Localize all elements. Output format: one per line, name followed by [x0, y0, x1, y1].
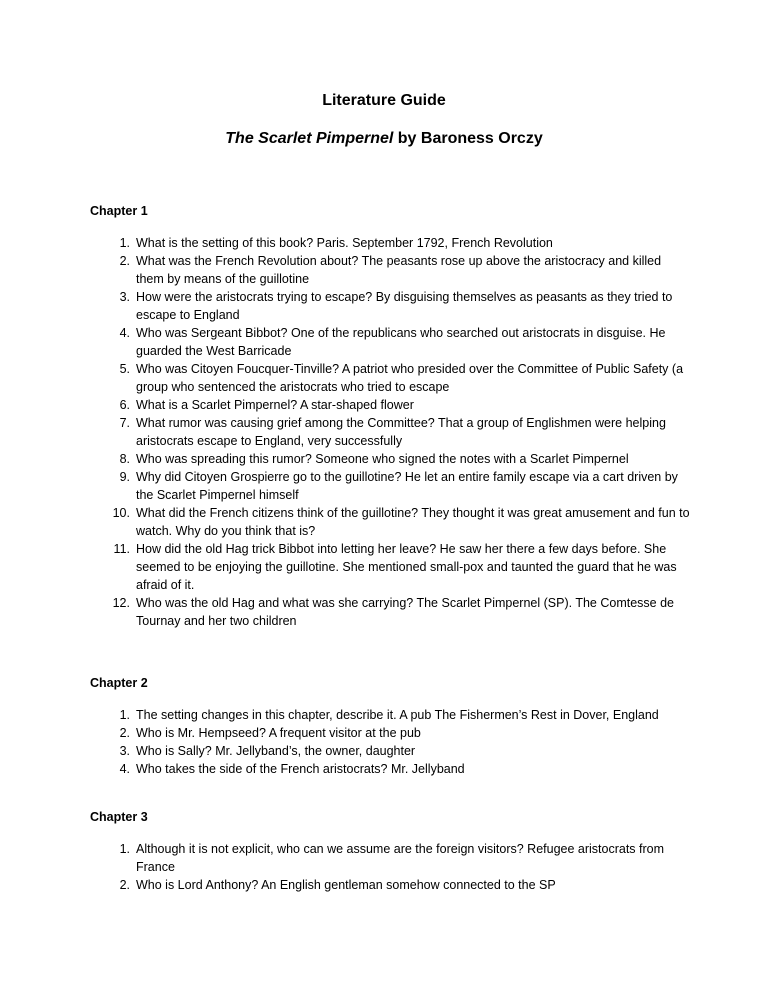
question-number: 1.: [119, 236, 130, 250]
question-number: 2.: [119, 254, 130, 268]
question-number: 4.: [119, 326, 130, 340]
document-title: Literature Guide: [322, 92, 446, 109]
question-item: [90, 594, 690, 630]
question-number: 10.: [112, 506, 130, 520]
question-item: [90, 396, 690, 414]
question-item: [90, 876, 690, 894]
question-text: What did the French citizens think of the guillotine? They thought it was great amusement and fun to watch. Why do you think that is?: [136, 506, 690, 538]
question-item: [90, 540, 690, 594]
question-text: Who was spreading this rumor? Someone who signed the notes with a Scarlet Pimpernel: [136, 452, 629, 466]
question-item: [90, 360, 690, 396]
chapter-1-questions: [90, 234, 690, 630]
question-number: 7.: [119, 416, 130, 430]
question-text: How did the old Hag trick Bibbot into letting her leave? He saw her there a few days before. She seemed to be enjoying the guillotine. She mentioned small-pox and taunted the guard that he was afraid of it.: [136, 542, 677, 592]
question-text: Although it is not explicit, who can we assume are the foreign visitors? Refugee aristocrats from France: [136, 842, 665, 874]
question-number: 5.: [119, 362, 130, 376]
question-text: Who was Sergeant Bibbot? One of the republicans who searched out aristocrats in disguise. He guarded the West Barricade: [136, 326, 666, 358]
chapter-3-heading: Chapter 3: [90, 810, 148, 824]
chapter-1-heading: Chapter 1: [90, 204, 148, 218]
chapter-2-questions: [90, 706, 690, 778]
question-number: 2.: [119, 726, 130, 740]
question-text: How were the aristocrats trying to escape? By disguising themselves as peasants as they tried to escape to England: [136, 290, 673, 322]
question-number: 3.: [119, 290, 130, 304]
document-subtitle: [0, 130, 768, 148]
question-item: [90, 840, 690, 876]
question-text: Who was the old Hag and what was she carrying? The Scarlet Pimpernel (SP). The Comtesse de Tournay and her two children: [136, 596, 674, 628]
question-number: 1.: [119, 842, 130, 856]
question-item: [90, 324, 690, 360]
question-item: [90, 450, 690, 468]
question-text: The setting changes in this chapter, describe it. A pub The Fishermen’s Rest in Dover, England: [136, 708, 659, 722]
question-item: [90, 288, 690, 324]
chapter-2-heading: Chapter 2: [90, 676, 148, 690]
question-item: [90, 234, 690, 252]
question-number: 11.: [113, 542, 130, 556]
question-text: Who is Mr. Hempseed? A frequent visitor at the pub: [136, 726, 421, 740]
question-number: 8.: [119, 452, 130, 466]
question-text: Who is Lord Anthony? An English gentleman somehow connected to the SP: [136, 878, 556, 892]
question-item: [90, 724, 690, 742]
question-text: Who takes the side of the French aristocrats? Mr. Jellyband: [136, 762, 465, 776]
book-author: by Baroness Orczy: [393, 130, 543, 147]
question-number: 12.: [112, 596, 130, 610]
question-text: Who is Sally? Mr. Jellyband’s, the owner, daughter: [136, 744, 416, 758]
question-number: 2.: [119, 878, 130, 892]
question-number: 6.: [119, 398, 130, 412]
question-text: What is the setting of this book? Paris. September 1792, French Revolution: [136, 236, 553, 250]
question-item: [90, 742, 690, 760]
question-item: [90, 252, 690, 288]
question-text: Why did Citoyen Grospierre go to the guillotine? He let an entire family escape via a cart driven by the Scarlet Pimpernel himself: [136, 470, 678, 502]
question-item: [90, 706, 690, 724]
question-text: What was the French Revolution about? The peasants rose up above the aristocracy and killed them by means of the guillotine: [136, 254, 662, 286]
question-number: 9.: [119, 470, 130, 484]
question-number: 1.: [119, 708, 130, 722]
book-title: The Scarlet Pimpernel: [225, 130, 394, 147]
chapter-3-questions: [90, 840, 690, 894]
question-item: [90, 760, 690, 778]
question-number: 4.: [119, 762, 130, 776]
question-item: [90, 504, 690, 540]
question-number: 3.: [119, 744, 130, 758]
question-text: Who was Citoyen Foucquer-Tinville? A patriot who presided over the Committee of Public Safety (a group who sentenced the aristocrats who tried to escape: [136, 362, 684, 394]
question-text: What rumor was causing grief among the Committee? That a group of Englishmen were helping aristocrats escape to England, very successfully: [136, 416, 666, 448]
question-item: [90, 468, 690, 504]
question-text: What is a Scarlet Pimpernel? A star-shaped flower: [136, 398, 414, 412]
question-item: [90, 414, 690, 450]
